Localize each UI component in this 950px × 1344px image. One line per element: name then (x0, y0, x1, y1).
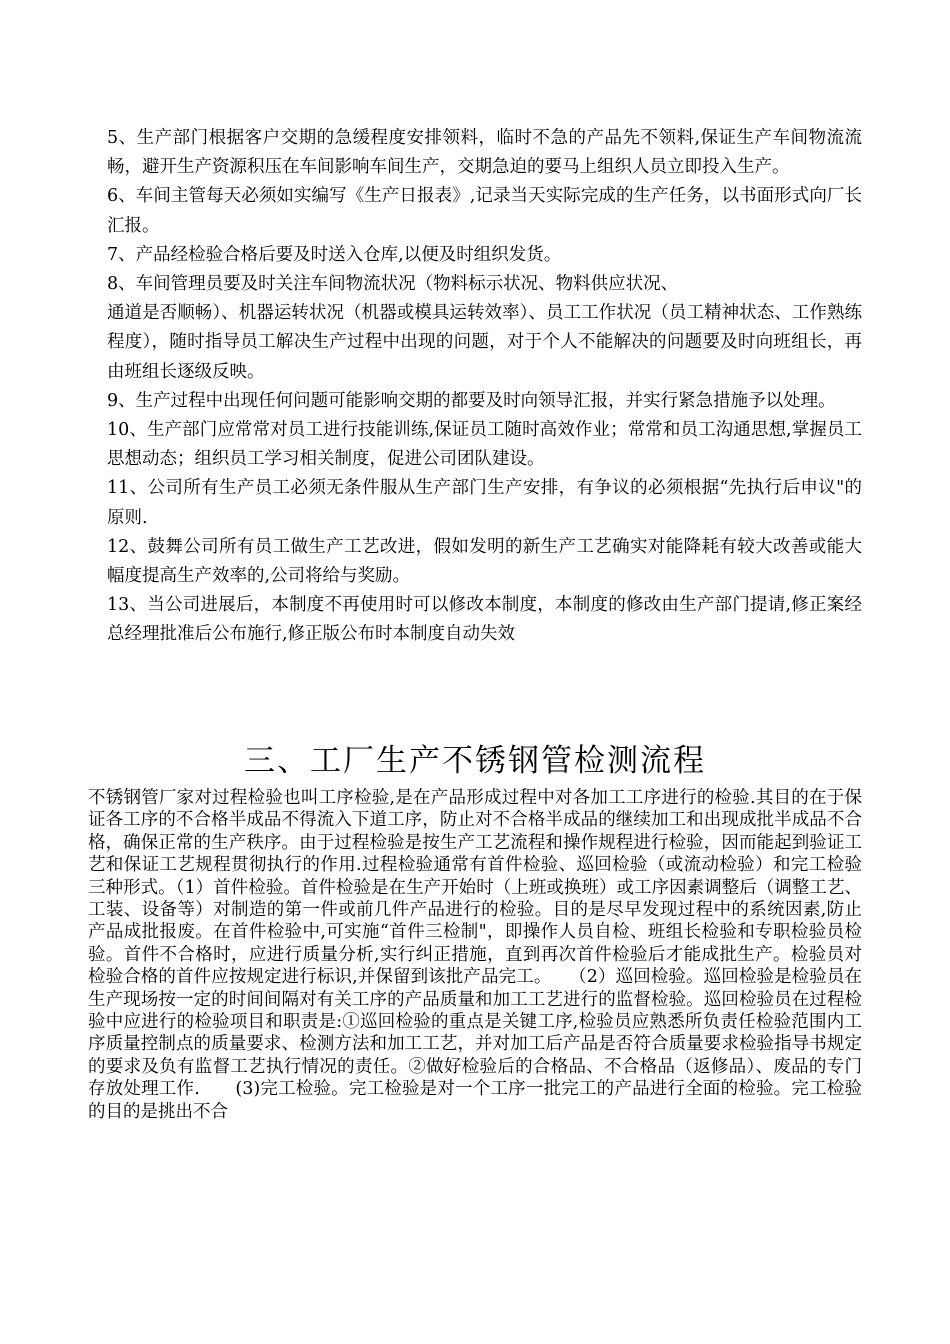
section-heading: 三、工厂生产不锈钢管检测流程 (244, 743, 706, 779)
regulation-item-10: 10、生产部门应常常对员工进行技能训练,保证员工随时高效作业；常常和员工沟通思想,掌握员工思想动态；组织员工学习相关制度，促进公司团队建设。 (107, 420, 862, 470)
regulation-item-7: 7、产品经检验合格后要及时送入仓库,以便及时组织发货。 (107, 244, 562, 265)
regulation-item-9: 9、生产过程中出现任何问题可能影响交期的都要及时向领导汇报，并实行紧急措施予以处理。 (107, 390, 836, 411)
regulation-item-12: 12、鼓舞公司所有员工做生产工艺改进，假如发明的新生产工艺确实对能降耗有较大改善或能大幅度提高生产效率的,公司将给与奖励。 (107, 536, 862, 587)
regulation-item-6: 6、车间主管每天必须如实编写《生产日报表》,记录当天实际完成的生产任务，以书面形式向厂长汇报。 (107, 186, 862, 236)
regulation-list (107, 124, 862, 650)
section-body-paragraph: 不锈钢管厂家对过程检验也叫工序检验,是在产品形成过程中对各加工工序进行的检验.其目的在于保证各工序的不合格半成品不得流入下道工序，防止对不合格半成品的继续加工和出现成批半成品不合格，确保正常的生产秩序。由于过程检验是按生产工艺流程和操作规程进行检验，因而能起到验证工艺和保证工艺规程贯彻执行的作用.过程检验通常有首件检验、巡回检验（或流动检验）和完工检验三种形式。（1）首件检验。首件检验是在生产开始时（上班或换班）或工序因素调整后（调整工艺、工装、设备等）对制造的第一件或前几件产品进行的检验。目的是尽早发现过程中的系统因素,防止产品成批报废。在首件检验中,可实施“首件三检制"，即操作人员自检、班组长检验和专职检验员检验。首件不合格时，应进行质量分析,实行纠正措施，直到再次首件检验后才能成批生产。检验员对检验合格的首件应按规定进行标识,并保留到该批产品完工。 （2）巡回检验。巡回检验是检验员在生产现场按一定的时间间隔对有关工序的产品质量和加工工艺进行的监督检验。巡回检验员在过程检验中应进行的检验项目和职责是:①巡回检验的重点是关键工序,检验员应熟悉所负责任检验范围内工序质量控制点的质量要求、检测方法和加工工艺，并对加工后产品是否符合质量要求检验指导书规定的要求及负有监督工艺执行情况的责任。②做好检验后的合格品、不合格品（返修品）、废品的专门存放处理工作. (3)完工检验。完工检验是对一个工序一批完工的产品进行全面的检验。完工检验的目的是挑出不合 (88, 788, 862, 1122)
section-content (88, 787, 862, 1123)
regulation-item-11: 11、公司所有生产员工必须无条件服从生产部门生产安排，有争议的必须根据“先执行后申议"的原则. (107, 478, 862, 528)
regulation-item-5: 5、生产部门根据客户交期的急缓程度安排领料，临时不急的产品先不领料,保证生产车间物流流畅，避开生产资源积压在车间影响车间生产，交期急迫的要马上组织人员立即投入生产。 (107, 128, 862, 178)
regulation-item-13: 13、当公司进展后，本制度不再使用时可以修改本制度，本制度的修改由生产部门提请,修正案经总经理批准后公布施行,修正版公布时本制度自动失效 (107, 595, 862, 645)
regulation-item-8: 8、车间管理员要及时关注车间物流状况（物料标示状况、物料供应状况、 (107, 274, 679, 295)
regulation-item-8-continued: 通道是否顺畅）、机器运转状况（机器或模具运转效率）、员工工作状况（员工精神状态、工作熟练程度），随时指导员工解决生产过程中出现的问题，对于个人不能解决的问题要及时向班组长，再由班组长逐级反映。 (107, 303, 862, 382)
